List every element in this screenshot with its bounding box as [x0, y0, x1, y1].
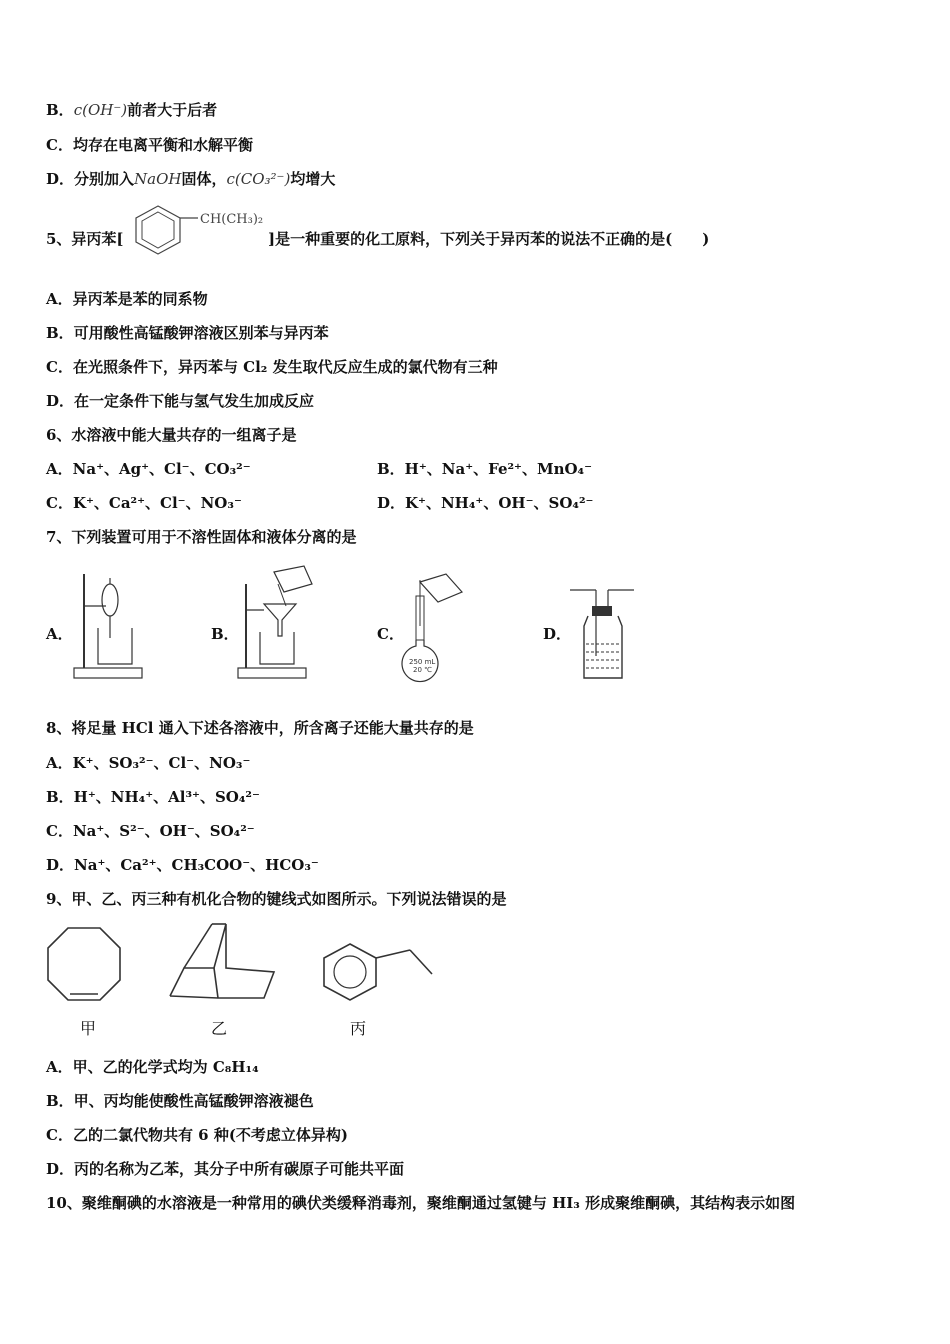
q7-letter-d: D． — [543, 625, 572, 643]
isopropylbenzene-structure — [128, 200, 268, 260]
substituent-label: CH(CH₃)₂ — [200, 212, 264, 227]
q4-option-d-naoh: NaOH — [134, 170, 182, 188]
q6-stem: 6、水溶液中能大量共存的一组离子是 — [46, 426, 297, 444]
volumetric-flask-transfer — [398, 566, 474, 684]
q9-option-d: D．丙的名称为乙苯，其分子中所有碳原子可能共平面 — [46, 1160, 405, 1178]
q8-option-d: D．Na⁺、Ca²⁺、CH₃COO⁻、HCO₃⁻ — [46, 856, 319, 874]
q5-stem-prefix: 5、异丙苯[ — [46, 230, 124, 248]
q4-option-b-expr: c(OH⁻) — [73, 101, 128, 119]
gas-washing-bottle — [566, 586, 638, 684]
bicyclooctane-structure — [164, 920, 284, 1004]
q6-option-a: A．Na⁺、Ag⁺、Cl⁻、CO₃²⁻ — [46, 460, 251, 478]
q5-option-b: B．可用酸性高锰酸钾溶液区别苯与异丙苯 — [46, 324, 329, 342]
q5-option-d: D．在一定条件下能与氢气发生加成反应 — [46, 392, 315, 410]
ethylbenzene-structure — [318, 940, 438, 1006]
q5-option-a: A．异丙苯是苯的同系物 — [46, 290, 208, 308]
q10-stem: 10、聚维酮碘的水溶液是一种常用的碘伏类缓释消毒剂，聚维酮通过氢键与 HI₃ 形成聚维酮碘，其结构表示如图 — [46, 1194, 796, 1212]
q6-option-c: C．K⁺、Ca²⁺、Cl⁻、NO₃⁻ — [46, 494, 242, 512]
q4-option-d — [46, 169, 335, 189]
flask-volume-label: 250 mL — [409, 658, 436, 666]
q4-option-b-prefix: B． — [46, 101, 74, 119]
q9-option-c: C．乙的二氯代物共有 6 种(不考虑立体异构) — [46, 1126, 349, 1144]
q6-option-d: D．K⁺、NH₄⁺、OH⁻、SO₄²⁻ — [377, 494, 594, 512]
q7-stem: 7、下列装置可用于不溶性固体和液体分离的是 — [46, 528, 357, 546]
q4-option-b — [46, 100, 217, 120]
q8-option-c: C．Na⁺、S²⁻、OH⁻、SO₄²⁻ — [46, 822, 255, 840]
q9-option-b: B．甲、丙均能使酸性高锰酸钾溶液褪色 — [46, 1092, 314, 1110]
molecule-label-yi: 乙 — [211, 1019, 228, 1038]
q5-option-c: C．在光照条件下，异丙苯与 Cl₂ 发生取代反应生成的氯代物有三种 — [46, 358, 498, 376]
q4-option-d-prefix: D．分别加入 — [46, 170, 135, 188]
cyclooctene-structure — [44, 924, 124, 1004]
q4-option-d-mid: 固体， — [181, 170, 227, 188]
q6-option-b: B．H⁺、Na⁺、Fe²⁺、MnO₄⁻ — [377, 460, 593, 478]
q7-letter-a: A． — [46, 625, 73, 643]
flask-temp-label: 20 ℃ — [413, 666, 432, 674]
q4-option-d-expr: c(CO₃²⁻) — [226, 170, 291, 188]
q5-stem-suffix: ]是一种重要的化工原料，下列关于异丙苯的说法不正确的是( ) — [268, 230, 710, 248]
q4-option-b-text: 前者大于后者 — [127, 101, 218, 119]
q7-letter-c: C． — [377, 625, 404, 643]
molecule-label-jia: 甲 — [80, 1019, 97, 1038]
filtration-apparatus — [234, 556, 324, 684]
q7-letter-b: B． — [211, 625, 239, 643]
q9-option-a: A．甲、乙的化学式均为 C₈H₁₄ — [46, 1058, 259, 1076]
q4-option-d-text: 均增大 — [290, 170, 336, 188]
q8-option-b: B．H⁺、NH₄⁺、Al³⁺、SO₄²⁻ — [46, 788, 260, 806]
separatory-funnel-apparatus — [70, 568, 150, 684]
molecule-label-bing: 丙 — [350, 1019, 367, 1038]
q8-stem: 8、将足量 HCl 通入下述各溶液中，所含离子还能大量共存的是 — [46, 719, 474, 737]
q4-option-c: C．均存在电离平衡和水解平衡 — [46, 136, 253, 154]
q9-stem: 9、甲、乙、丙三种有机化合物的键线式如图所示。下列说法错误的是 — [46, 890, 507, 908]
q8-option-a: A．K⁺、SO₃²⁻、Cl⁻、NO₃⁻ — [46, 754, 251, 772]
